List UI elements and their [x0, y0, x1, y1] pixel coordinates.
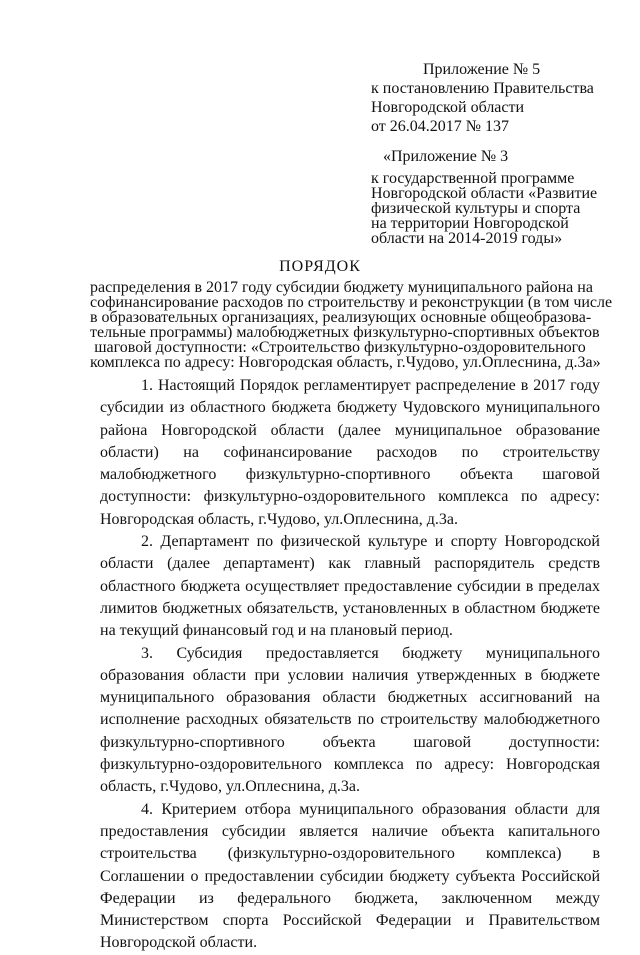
document-body: [100, 375, 600, 955]
subtitle-line: комплекса по адресу: Новгородская область, г.Чудово, ул.Оплеснина, д.3а»: [90, 354, 601, 371]
annex-3-line: области на 2014-2019 годы»: [371, 230, 563, 247]
annex-5-heading: Приложение № 5: [423, 61, 541, 78]
annex-3-line: Новгородской области «Развитие: [371, 185, 598, 202]
paragraph-3: 3. Субсидия предоставляется бюджету муниципального образования области при условии наличия утвержденных в бюджете муниципального образования области бюджетных ассигнований на исполнение расходных обязательств по строительству малобюджетного физкультурно-спортивного объекта шаговой доступности: физкультурно-оздоровительного комплекса по адресу: Новгородская область, г.Чудово, ул.Оплеснина, д.3а.: [100, 644, 600, 796]
paragraph-4: 4. Критерием отбора муниципального образования области для предоставления субсидии является наличие объекта капитального строительства (физкультурно-оздоровительного комплекса) в Соглашении о предоставлении субсидии бюджету субъекта Российской Федерации из федерального бюджета, заключенном между Министерством спорта Российской Федерации и Правительством Новгородской области.: [100, 800, 600, 952]
annex-5-line: от 26.04.2017 № 137: [371, 118, 510, 135]
annex-3-line: физической культуры и спорта: [371, 200, 581, 217]
document-subtitle: [90, 279, 613, 371]
subtitle-line: тельные программы) малобюджетных физкультурно-спортивных объектов: [90, 324, 600, 341]
annex-3-block: [371, 147, 611, 246]
annex-5-block: [371, 60, 611, 136]
annex-5-line: к постановлению Правительства: [371, 80, 594, 97]
paragraph-2: 2. Департамент по физической культуре и спорту Новгородской области (далее департамент) как главный распорядитель средств областного бюджета осуществляет предоставление субсидии в пределах лимитов бюджетных обязательств, установленных в областном бюджете на текущий финансовый год и на плановый период.: [100, 533, 600, 640]
subtitle-line: в образовательных организациях, реализующих основные общеобразова-: [90, 309, 592, 326]
paragraph-1: 1. Настоящий Порядок регламентирует распределение в 2017 году субсидии из областного бюджета бюджету Чудовского муниципального района Новгородской области (далее муниципальное образование области) на софинансирование расходов по строительству малобюджетного физкультурно-спортивного объекта шаговой доступности: физкультурно-оздоровительного комплекса по адресу: Новгородская область, г.Чудово, ул.Оплеснина, д.3а.: [100, 377, 600, 528]
subtitle-line: шаговой доступности: «Строительство физкультурно-оздоровительного: [94, 339, 586, 356]
annex-3-heading: «Приложение № 3: [383, 148, 509, 165]
subtitle-line: софинансирование расходов по строительству и реконструкции (в том числе: [90, 294, 613, 311]
annex-3-line: к государственной программе: [371, 170, 575, 187]
annex-3-line: на территории Новгородской: [371, 215, 569, 232]
subtitle-line: распределения в 2017 году субсидии бюджету муниципального района на: [90, 279, 593, 296]
document-title: ПОРЯДОК: [279, 258, 361, 275]
annex-5-line: Новгородской области: [371, 99, 525, 116]
